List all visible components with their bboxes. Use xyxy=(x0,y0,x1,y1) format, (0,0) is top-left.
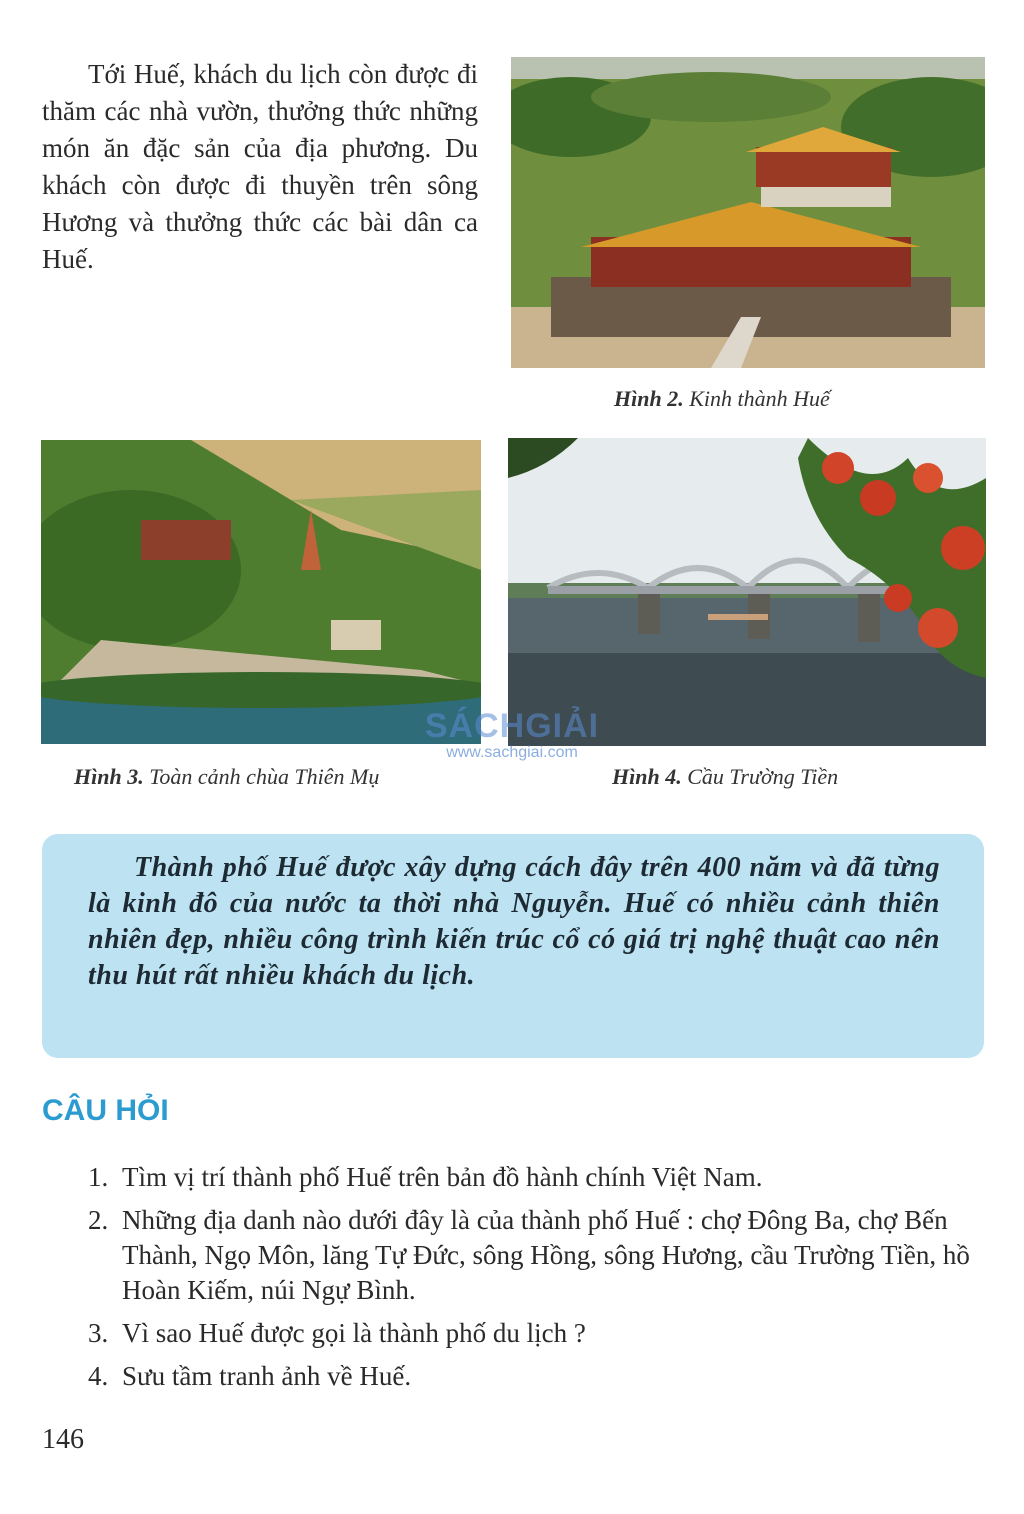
list-item: 2. Những địa danh nào dưới đây là của thành phố Huế : chợ Đông Ba, chợ Bến Thành, Ngọ Môn, lăng Tự Đức, sông Hồng, sông Hương, cầu Trường Tiền, hồ Hoàn Kiếm, núi Ngự Bình. xyxy=(88,1205,970,1305)
citadel-photo xyxy=(511,57,985,368)
list-item: 1. Tìm vị trí thành phố Huế trên bản đồ hành chính Việt Nam. xyxy=(88,1162,763,1192)
page-number: 146 xyxy=(42,1424,84,1455)
summary-text: Thành phố Huế được xây dựng cách đây trên 400 năm và đã từng là kinh đô của nước ta thời nhà Nguyễn. Huế có nhiều cảnh thiên nhiên đẹp, nhiều công trình kiến trúc cổ có giá trị nghệ thuật cao nên thu hút rất nhiều khách du lịch. xyxy=(88,852,940,991)
figure-4-caption: Hình 4. Cầu Trường Tiền xyxy=(612,764,839,789)
watermark-logo: SÁCHGIẢI xyxy=(424,707,600,745)
watermark-url: www.sachgiai.com xyxy=(446,744,578,761)
list-item: 3. Vì sao Huế được gọi là thành phố du lịch ? xyxy=(88,1318,586,1348)
pagoda-photo xyxy=(41,440,481,744)
figure-2-caption: Hình 2. Kinh thành Huế xyxy=(614,386,830,411)
bridge-photo xyxy=(508,438,986,746)
intro-paragraph: Tới Huế, khách du lịch còn được đi thăm các nhà vườn, thưởng thức những món ăn đặc sản của địa phương. Du khách còn được đi thuyền trên sông Hương và thưởng thức các bài dân ca Huế. xyxy=(42,59,478,274)
questions-heading: CÂU HỎI xyxy=(42,1094,169,1127)
list-item: 4. Sưu tầm tranh ảnh về Huế. xyxy=(88,1361,412,1391)
watermark xyxy=(412,707,612,762)
questions-list xyxy=(88,1160,988,1402)
summary-box xyxy=(42,834,984,1058)
figure-3-caption: Hình 3. Toàn cảnh chùa Thiên Mụ xyxy=(74,764,380,789)
